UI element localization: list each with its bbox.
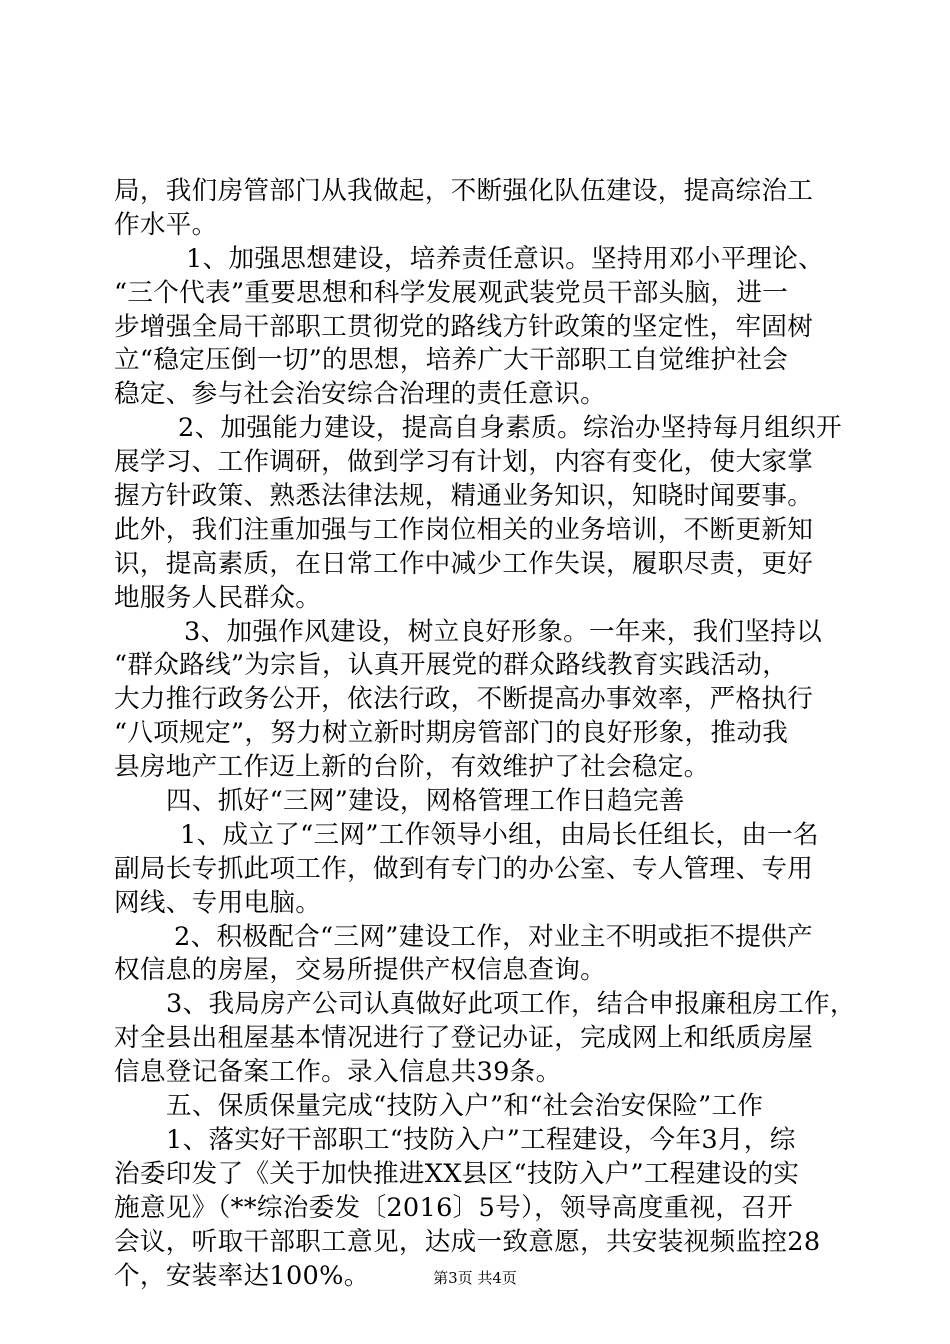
paragraph-start: 1、加强思想建设，培养责任意识。坚持用邓小平理论、 [186,243,825,274]
text-line: 此外，我们注重加强与工作岗位相关的业务培训，不断更新知 [114,514,814,545]
text-line: 稳定、参与社会治安综合治理的责任意识。 [114,379,606,410]
text-line: “群众路线”为宗旨，认真开展党的群众路线教育实践活动， [114,650,789,681]
text-line: 副局长专抓此项工作，做到有专门的办公室、专人管理、专用 [114,853,814,884]
text-line: 立“稳定压倒一切”的思想，培养广大干部职工自觉维护社会 [114,345,789,376]
paragraph-start: 1、落实好干部职工“技防入户”工程建设，今年3月，综 [166,1124,796,1155]
text-line: 信息登记备案工作。录入信息共39条。 [114,1057,562,1088]
text-line: 对全县出租屋基本情况进行了登记办证，完成网上和纸质房屋 [114,1023,814,1054]
paragraph-start: 2、积极配合“三网”建设工作，对业主不明或拒不提供产 [174,921,813,952]
text-line: 展学习、工作调研，做到学习有计划，内容有变化，使大家掌 [114,447,814,478]
text-line: 治委印发了《关于加快推进XX县区“技防入户”工程建设的实 [114,1158,800,1189]
text-line: 步增强全局干部职工贯彻党的路线方针政策的坚定性，牢固树 [114,311,814,342]
text-line: 局，我们房管部门从我做起，不断强化队伍建设，提高综治工 [114,176,814,206]
text-line: 识，提高素质，在日常工作中减少工作失误，履职尽责，更好 [114,548,814,579]
text-line: “三个代表”重要思想和科学发展观武装党员干部头脑，进一 [114,277,789,308]
paragraph-start: 2、加强能力建设，提高自身素质。综治办坚持每月组织开 [178,413,842,444]
text-line: 大力推行政务公开，依法行政，不断提高办事效率，严格执行 [114,684,814,715]
text-line: 会议，听取干部职工意见，达成一致意愿，共安装视频监控28 [114,1226,821,1257]
body-text [114,175,856,1293]
text-line: 作水平。 [114,209,218,240]
text-line: 个，安装率达100%。 [114,1260,370,1291]
paragraph-start: 3、加强作风建设，树立良好形象。一年来，我们坚持以 [184,616,823,647]
text-line: 施意见》（**综治委发〔2016〕5号），领导高度重视，召开 [114,1192,794,1223]
text-line: 权信息的房屋，交易所提供产权信息查询。 [114,955,606,986]
paragraph-start: 1、成立了“三网”工作领导小组，由局长任组长，由一名 [180,819,819,850]
section-heading: 四、抓好“三网”建设，网格管理工作日趋完善 [166,786,685,817]
text-line: 网线、专用电脑。 [114,887,322,918]
text-line: 握方针政策、熟悉法律法规，精通业务知识，知晓时闻要事。 [114,481,814,512]
page-number-footer: 第3页 共4页 [433,1269,517,1287]
paragraph-start: 3、我局房产公司认真做好此项工作，结合申报廉租房工作， [166,989,856,1020]
text-line: 地服务人民群众。 [114,582,322,613]
section-heading: 五、保质保量完成“技防入户”和“社会治安保险”工作 [166,1091,764,1122]
text-line: 县房地产工作迈上新的台阶，有效维护了社会稳定。 [114,752,710,783]
text-line: “八项规定”，努力树立新时期房管部门的良好形象，推动我 [114,718,789,749]
